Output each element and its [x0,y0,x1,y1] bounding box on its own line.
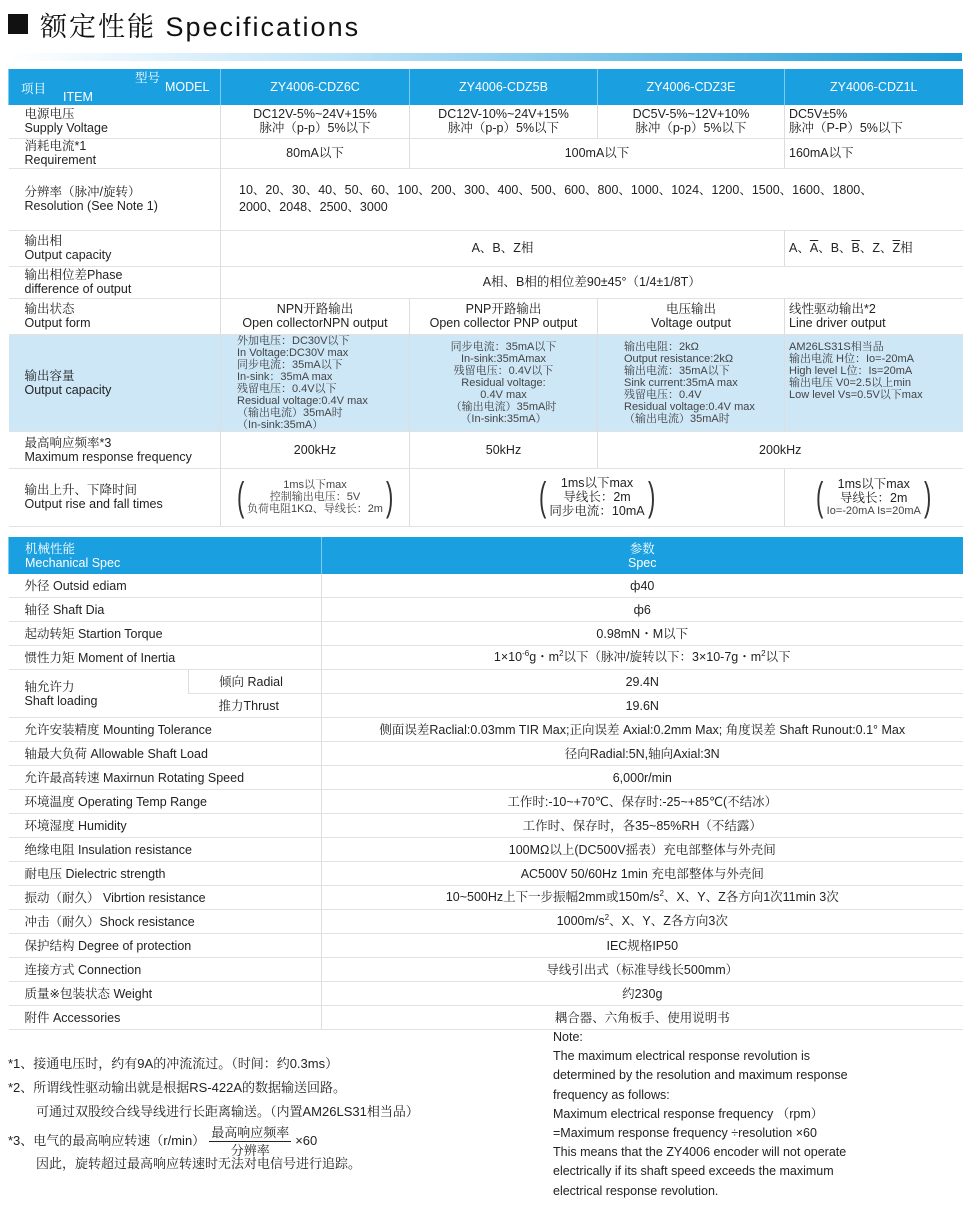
table-row [9,598,963,622]
table-row [9,266,963,298]
row-label: 起动转矩 Startion Torque [9,622,322,646]
table-row [9,958,963,982]
table-cell: ф40 [322,574,963,598]
table-cell: 径向Radial:5N,轴向Axial:3N [322,742,963,766]
table-row [9,431,963,468]
left-paren-icon: ( [816,475,824,519]
table-cell: DC12V-5%~24V+15% 脉冲（p-p）5%以下 [221,105,410,138]
row-label: 环境温度 Operating Temp Range [9,790,322,814]
row-label: 输出相 Output capacity [9,230,221,266]
table-row [9,622,963,646]
row-label: 振动（耐久） Vibrtion resistance [9,886,322,910]
table-cell: 线性驱动输出*2 Line driver output [785,298,963,334]
model-header: ZY4006-CDZ1L [785,69,963,105]
table-row [9,838,963,862]
model-header: ZY4006-CDZ6C [221,69,410,105]
page-title [8,6,360,42]
table-cell: AC500V 50/60Hz 1min 充电部整体与外壳间 [322,862,963,886]
row-label: 输出上升、下降时间 Output rise and fall times [9,468,221,526]
table-row [9,670,963,694]
row-label: 输出状态 Output form [9,298,221,334]
footnote-3a: *3、电气的最高响应转速（r/min） $\frac{\text{最高响应频率}}{\text{分辨率}}$ ×60 [8,1124,318,1158]
table-cell: A相、B相的相位差90±45°（1/4±1/8T） [221,266,963,298]
table-cell: 输出电阻：2kΩ Output resistance:2kΩ 输出电流：35mA以下 Sink current:35mA max 残留电压：0.4V Residual voltage:0.4V max （输出电流）35mA时 [598,334,785,431]
row-label: 允许安装精度 Mounting Tolerance [9,718,322,742]
table-row [9,168,963,230]
table-cell: 工作时:-10~+70℃、保存时:-25~+85℃(不结冰） [322,790,963,814]
row-label: 输出容量 Output capacity [9,334,221,431]
table-cell: 同步电流：35mA以下 In-sink:35mAmax 残留电压：0.4V以下 Residual voltage: 0.4V max （输出电流）35mA时 （In-sink:35mA） [410,334,598,431]
row-label: 分辨率（脉冲/旋转） Resolution (See Note 1) [9,168,221,230]
table-row [9,574,963,598]
table-cell: 80mA以下 [221,138,410,168]
table-row [9,105,963,138]
table-cell: 160mA以下 [785,138,963,168]
row-sublabel: 倾向 Radial [189,670,322,694]
table-cell: 10~500Hz上下一步振幅2mm或$150m/s^2$、X、Y、Z各方向1次11min 3次 [322,886,963,910]
english-note: Note: The maximum electrical response revolution is determined by the resolution and maximum response frequency as follows: Maximum electrical response frequency （rpm） =Maximum response frequency ÷resolution ×60 This means that the ZY4006 encoder will not operate electrically if its shaft speed exceeds the maximum electrical response revolution. [553,1030,848,1198]
right-paren-icon: ) [385,475,394,519]
table-cell: 19.6N [322,694,963,718]
table-header-row [9,69,963,105]
footnote-3b: 因此，旋转超过最高响应转速时无法对电信号进行追踪。 [36,1156,362,1171]
row-label: 电源电压 Supply Voltage [9,105,221,138]
table-cell: DC5V±5% 脉冲（P-P）5%以下 [785,105,963,138]
table-row [9,886,963,910]
table-row [9,138,963,168]
table-cell: IEC规格IP50 [322,934,963,958]
row-label: 附件 Accessories [9,1006,322,1030]
table-cell: ( 1ms以下max 控制输出电压：5V 负荷电阻1KΩ、导线长：2m ) [221,468,410,526]
row-label: 冲击（耐久）Shock resistance [9,910,322,934]
table-header-row [9,537,963,574]
table-cell: ( 1ms以下max 导线长：2m Io=-20mA Is=20mA ) [785,468,963,526]
left-paren-icon: ( [539,475,547,519]
table-cell: $1\times 10^{-6}g$・$m^2$以下（脉冲/旋转以下：3×10-7g・$m^2$以下 [322,646,963,670]
right-paren-icon: ) [923,475,932,519]
table-cell: PNP开路输出 Open collector PNP output [410,298,598,334]
table-cell: 耦合器、六角板手、使用说明书 [322,1006,963,1030]
row-label: 环境湿度 Humidity [9,814,322,838]
table-row-highlight [9,334,963,431]
table-cell: NPN开路输出 Open collectorNPN output [221,298,410,334]
table-row [9,910,963,934]
row-label: 消耗电流*1 Requirement [9,138,221,168]
title-square-icon [8,14,28,34]
table-row [9,468,963,526]
table-cell: 工作时、保存时，各35~85%RH（不结露） [322,814,963,838]
footnotes [8,1052,419,1176]
table-row [9,230,963,266]
table-cell: AM26LS31S相当品 输出电流 H位：Io=-20mA High level L位：Is=20mA 输出电压 V0=2.5以上min Low level Vs=0.5V以下max [785,334,963,431]
row-label: 耐电压 Dielectric strength [9,862,322,886]
row-label: 质量※包装状态 Weight [9,982,322,1006]
row-label: 绝缘电阻 Insulation resistance [9,838,322,862]
electrical-spec-table [8,69,963,527]
table-cell: A、B、Z相 [221,230,785,266]
table-cell: 导线引出式（标准导线长500mm） [322,958,963,982]
table-cell: 0.98mN・M以下 [322,622,963,646]
table-row [9,298,963,334]
table-cell: DC5V-5%~12V+10% 脉冲（p-p）5%以下 [598,105,785,138]
row-label: 惯性力矩 Moment of Inertia [9,646,322,670]
table-row [9,1006,963,1030]
table-row [9,934,963,958]
item-en-label: ITEM [63,90,93,104]
table-row [9,646,963,670]
formula-fraction: $\frac{\text{最高响应频率}}{\text{分辨率}}$ [211,1124,290,1158]
row-label: 轴径 Shaft Dia [9,598,322,622]
model-header: ZY4006-CDZ3E [598,69,785,105]
table-cell: A、$\overline{A}$、B、$\overline{B}$、Z、$\overline{Z}$相 [785,230,963,266]
header-model-item-cell [9,69,221,105]
table-cell: 约230g [322,982,963,1006]
footnote-1: *1、接通电压时，约有9A的冲流流过。（时间：约0.3ms） [8,1056,339,1071]
table-cell: ф6 [322,598,963,622]
row-label: 轴最大负荷 Allowable Shaft Load [9,742,322,766]
footnote-2a: *2、所谓线性驱动输出就是根据RS-422A的数据输送回路。 [8,1080,347,1095]
row-label: 保护结构 Degree of protection [9,934,322,958]
table-cell: 200kHz [221,431,410,468]
table-cell: 电压输出 Voltage output [598,298,785,334]
shaft-loading-label: 轴允许力 Shaft loading [9,670,189,718]
mechanical-spec-table [8,537,963,1030]
table-cell: 100mA以下 [410,138,785,168]
item-label: 项目 [21,82,47,96]
table-cell: 外加电压：DC30V以下 In Voltage:DC30V max 同步电流：35mA以下 In-sink：35mA max 残留电压：0.4V以下 Residual voltage:0.4V max （输出电流）35mA时 （In-sink:35mA） [221,334,410,431]
footnote-2b: 可通过双股绞合线导线进行长距离输送。（内置AM26LS31相当品） [36,1104,419,1119]
row-label: 连接方式 Connection [9,958,322,982]
table-row [9,862,963,886]
table-row [9,742,963,766]
row-label: 允许最高转速 Maxirnun Rotating Speed [9,766,322,790]
table-cell: 100MΩ以上(DC500V摇表）充电部整体与外壳间 [322,838,963,862]
table-row [9,718,963,742]
mech-header-spec: 参数 Spec [322,537,963,574]
model-label: 型号 [135,71,161,85]
model-en-label: MODEL [165,80,210,94]
row-sublabel: 推力Thrust [189,694,322,718]
table-row [9,982,963,1006]
left-paren-icon: ( [236,475,245,519]
resolution-values: 10、20、30、40、50、60、100、200、300、400、500、600、800、1000、1024、1200、1500、1600、1800、 2000、2048、2500、3000 [221,168,963,230]
row-label: 外径 Outsid ediam [9,574,322,598]
table-cell: 29.4N [322,670,963,694]
table-row [9,790,963,814]
table-row [9,766,963,790]
mech-header-label: 机械性能 Mechanical Spec [9,537,322,574]
model-header: ZY4006-CDZ5B [410,69,598,105]
table-cell: 侧面误差Raclial:0.03mm TIR Max;正向误差 Axial:0.2mm Max; 角度误差 Shaft Runout:0.1° Max [322,718,963,742]
row-label: 输出相位差Phase difference of output [9,266,221,298]
table-cell: ( 1ms以下max 导线长：2m 同步电流：10mA ) [410,468,785,526]
table-cell: 200kHz [598,431,963,468]
table-row [9,814,963,838]
table-cell: 6,000r/min [322,766,963,790]
row-label: 最高响应频率*3 Maximum response frequency [9,431,221,468]
table-cell: 50kHz [410,431,598,468]
right-paren-icon: ) [647,475,655,519]
title-gradient-bar [8,53,962,61]
table-cell: $1000m/s^2$、X、Y、Z各方向3次 [322,910,963,934]
title-text: 额定性能 Specifications [40,11,361,42]
table-cell: DC12V-10%~24V+15% 脉冲（p-p）5%以下 [410,105,598,138]
